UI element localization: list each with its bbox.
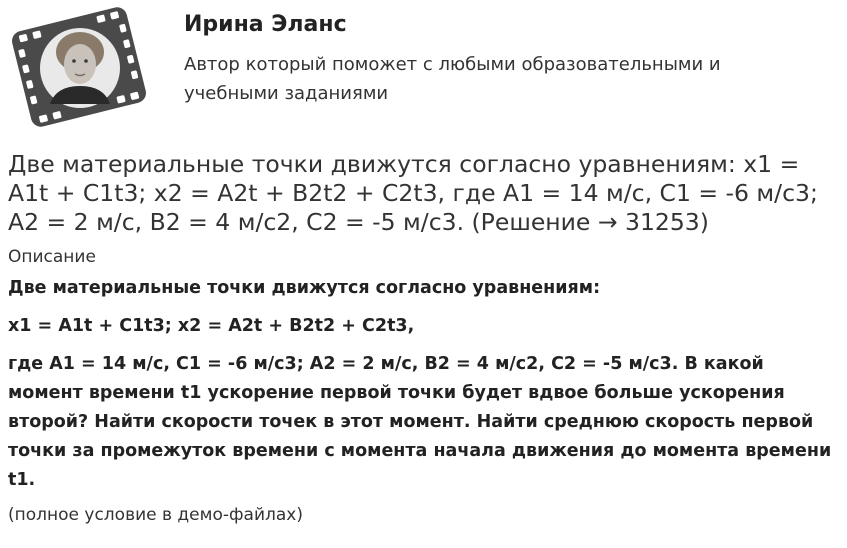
author-avatar: [6, 6, 152, 128]
description-paragraph: Две материальные точки движутся согласно уравнениям:: [8, 278, 601, 298]
author-description: Автор который поможет с любыми образовательными и учебными заданиями: [184, 54, 721, 104]
author-card: [6, 6, 841, 128]
task-title: Две материальные точки движутся согласно уравнениям: x1 = A1t + C1t3; x2 = A2t + B2t2 + C2t3, где A1 = 14 м/с, C1 = -6 м/с3; A2 = 2 м/с, B2 = 4 м/с2, C2 = -5 м/с3. (Решение → 31253): [8, 150, 818, 236]
description-label: Описание: [8, 247, 96, 267]
author-name[interactable]: Ирина Эланс: [184, 12, 347, 37]
description-paragraph: где A1 = 14 м/с, C1 = -6 м/с3; A2 = 2 м/с, B2 = 4 м/с2, C2 = -5 м/с3. В какой момент времени t1 ускорение первой точки будет вдвое больше ускорения второй? Найти скорости точек в этот момент. Найти среднюю скорость первой точки за промежуток времени с момента начала движения до момента времени t1.: [8, 354, 832, 490]
demo-files-note: (полное условие в демо-файлах): [8, 505, 303, 525]
description-body: [8, 274, 838, 504]
description-paragraph: x1 = A1t + C1t3; x2 = A2t + B2t2 + C2t3,: [8, 316, 415, 336]
